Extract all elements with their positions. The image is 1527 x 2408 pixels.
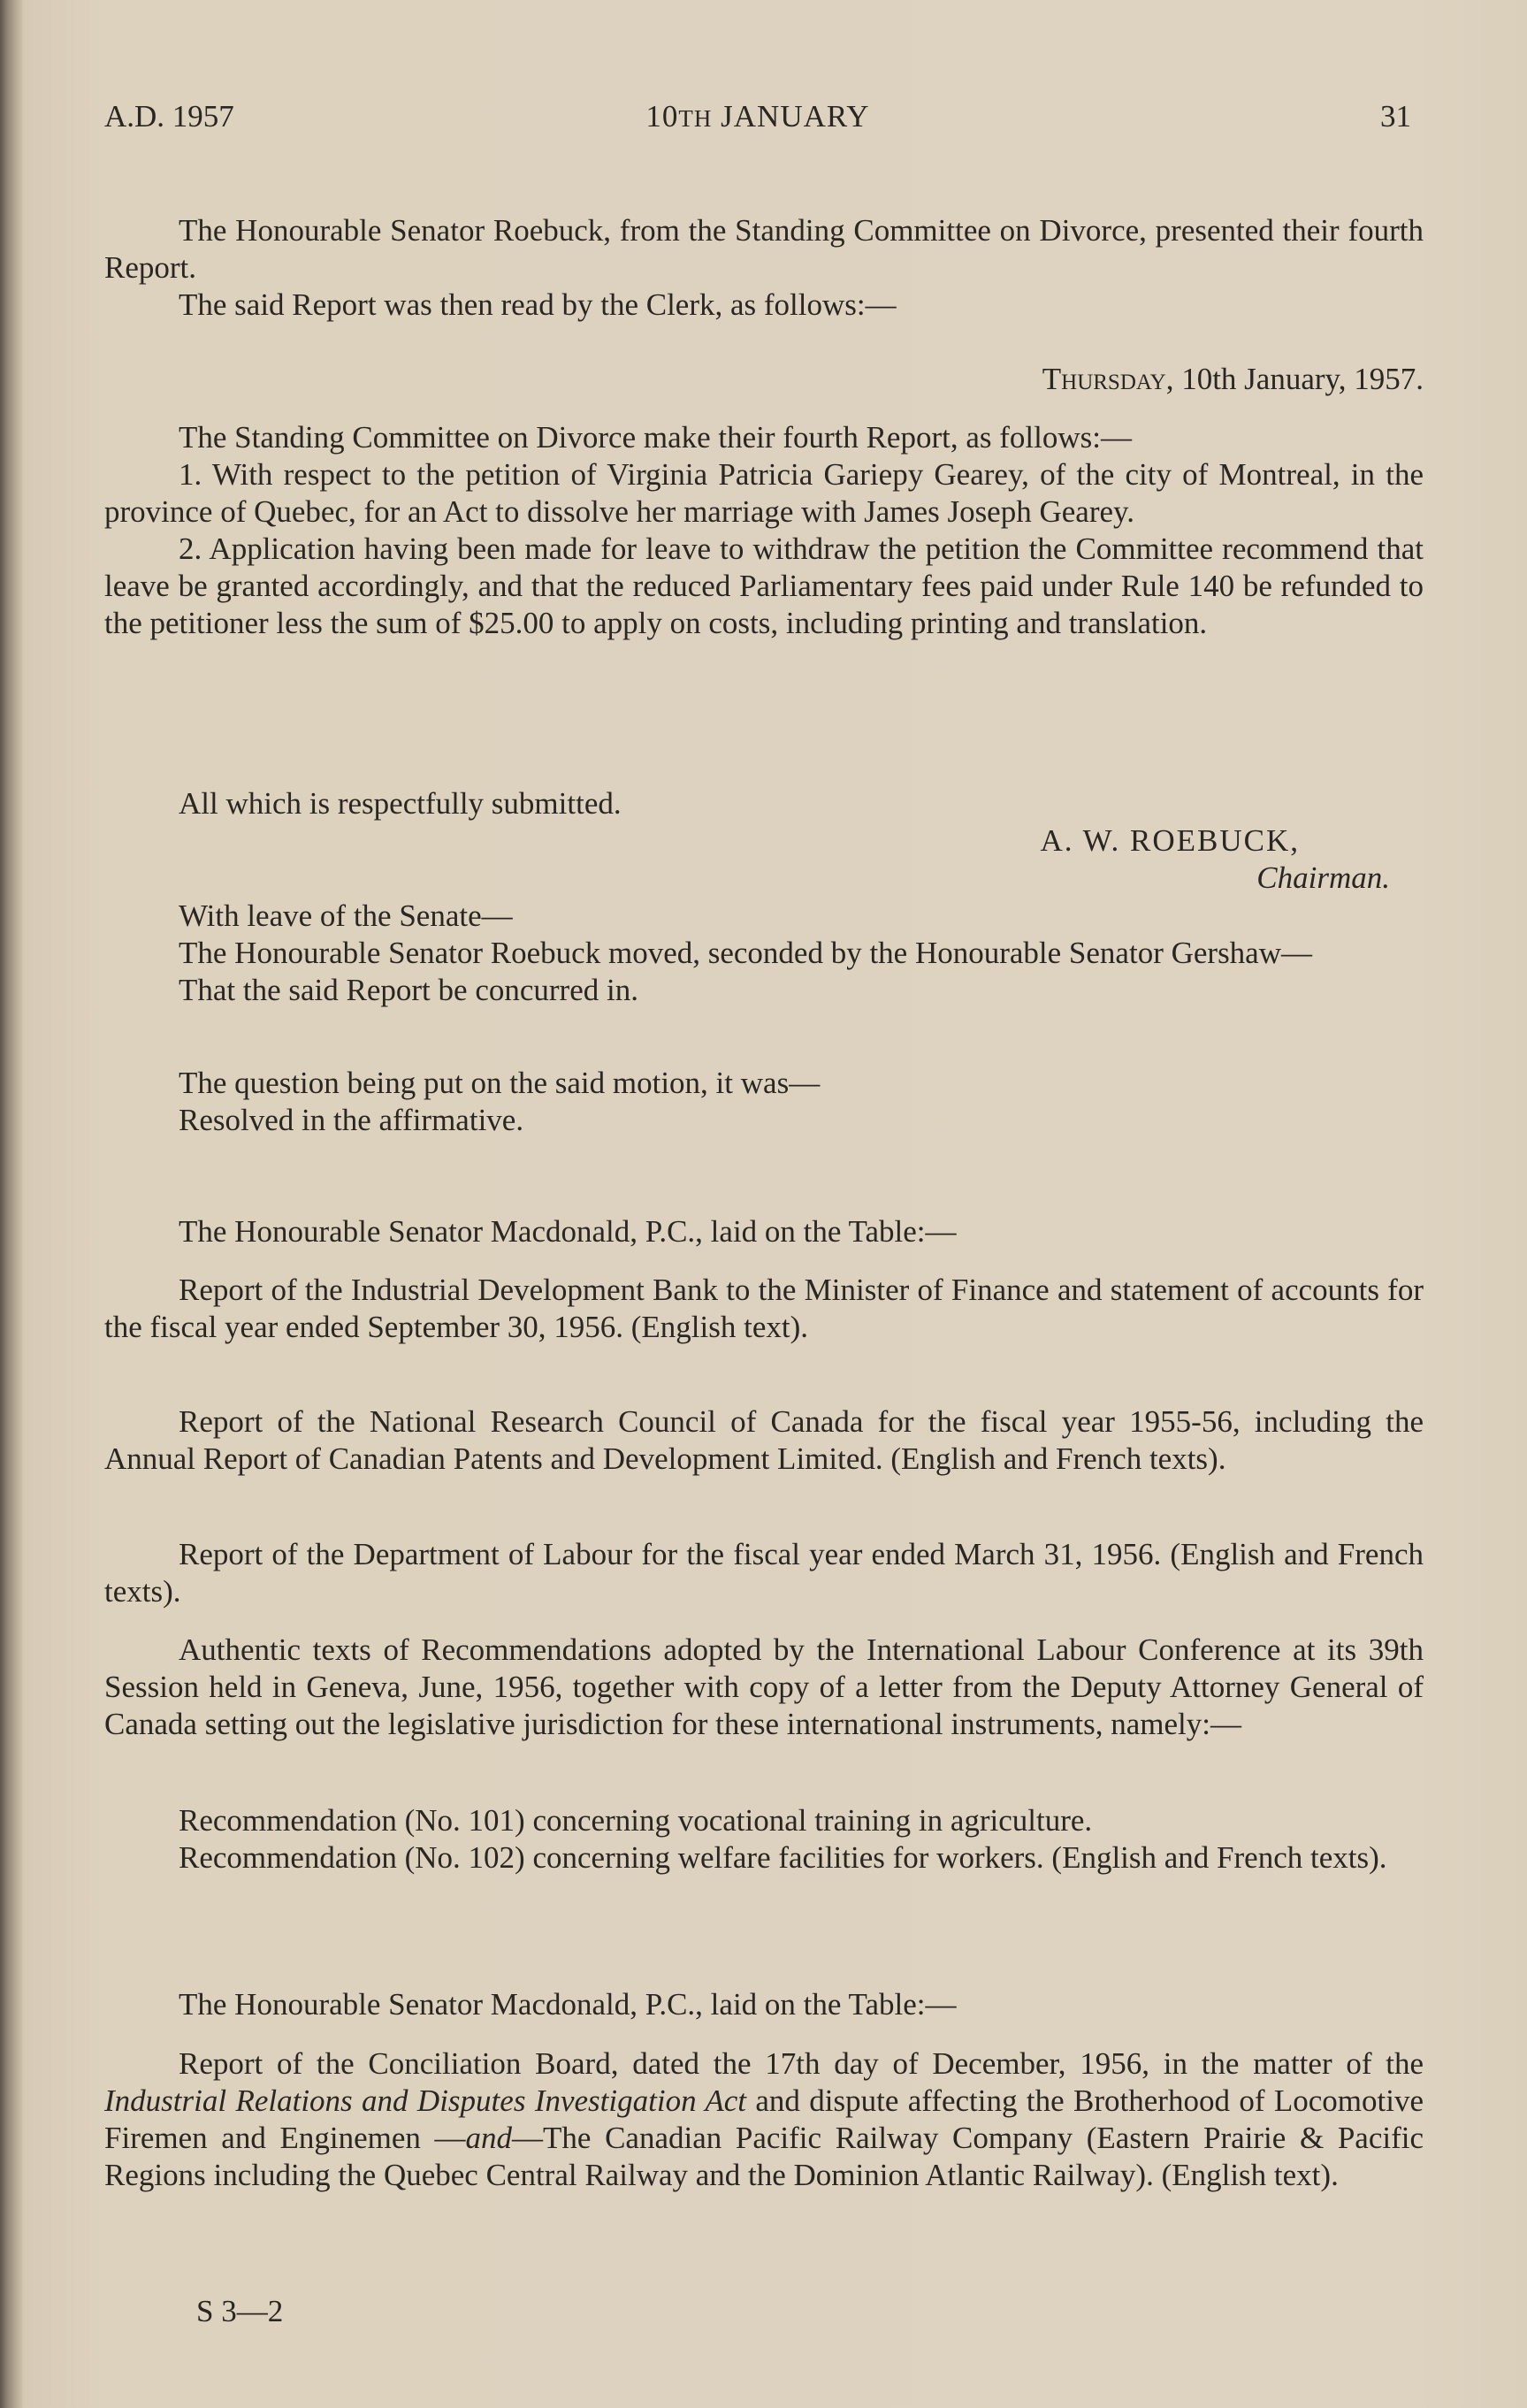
report-body bbox=[104, 419, 1424, 642]
signature-name: A. W. ROEBUCK, bbox=[1040, 823, 1300, 858]
recommendations-block bbox=[104, 1802, 1424, 1877]
report-date-line bbox=[104, 361, 1424, 398]
report-date: 10th January, 1957. bbox=[1173, 362, 1424, 396]
tabled-1-doc-2-block bbox=[104, 1403, 1424, 1478]
recommendation-101: Recommendation (No. 101) concerning vocational training in agriculture. bbox=[179, 1803, 1093, 1838]
resolved-line: Resolved in the affirmative. bbox=[179, 1103, 524, 1137]
concurred-line: That the said Report be concurred in. bbox=[179, 973, 638, 1007]
tabled-section-2 bbox=[104, 1986, 1424, 2023]
signature-title: Chairman. bbox=[1256, 860, 1390, 895]
tabled-2-doc: Report of the Conciliation Board, dated the 17th day of December, 1956, in the matter of the Industrial Relations and Disputes Investigation Act and dispute affecting the Brotherhood of Locomotive Firemen and Enginemen —and—The Canadian Pacific Railway Company (Eastern Prairie & Pacific Regions including the Quebec Central Railway and the Dominion Atlantic Railway). (English text). bbox=[104, 2046, 1424, 2192]
divorce-read: The said Report was then read by the Clerk, as follows:— bbox=[179, 287, 897, 322]
tabled-1-doc-3-block bbox=[104, 1536, 1424, 1610]
submitted-line: All which is respectfully submitted. bbox=[179, 786, 622, 821]
binding-edge bbox=[0, 0, 23, 2408]
act-title: Industrial Relations and Disputes Investigation Act bbox=[104, 2083, 746, 2118]
report-closing bbox=[104, 785, 1424, 897]
page-number: 31 bbox=[1380, 99, 1411, 134]
report-weekday: Thursday, bbox=[1042, 362, 1174, 396]
tabled-1-doc-1-block bbox=[104, 1272, 1424, 1346]
resolution-block bbox=[104, 1065, 1424, 1139]
tabled-1-intro: The Honourable Senator Macdonald, P.C., laid on the Table:— bbox=[179, 1214, 957, 1249]
tabled-2-intro: The Honourable Senator Macdonald, P.C., laid on the Table:— bbox=[179, 1987, 957, 2022]
tabled-section-1 bbox=[104, 1213, 1424, 1250]
report-intro: The Standing Committee on Divorce make their fourth Report, as follows:— bbox=[179, 420, 1132, 455]
tabled-1-doc-2: Report of the National Research Council of Canada for the fiscal year 1955-56, including the Annual Report of Canadian Patents and Development Limited. (English and French texts). bbox=[104, 1404, 1424, 1476]
motion-block bbox=[104, 898, 1424, 1009]
tabled-1-doc-4-block bbox=[104, 1632, 1424, 1743]
tabled-1-doc-1: Report of the Industrial Development Bank to the Minister of Finance and statement of accounts for the fiscal year ended September 30, 1956. (English text). bbox=[104, 1273, 1424, 1344]
signature-mark: S 3—2 bbox=[196, 2294, 284, 2328]
divorce-intro: The Honourable Senator Roebuck, from the Standing Committee on Divorce, presented their fourth Report. bbox=[104, 213, 1424, 285]
question-line: The question being put on the said motion, it was— bbox=[179, 1066, 821, 1100]
tabled-1-doc-4: Authentic texts of Recommendations adopted by the International Labour Conference at its 39th Session held in Geneva, June, 1956, together with copy of a letter from the Deputy Attorney General of Canada setting out the legislative jurisdiction for these international instruments, namely:— bbox=[104, 1632, 1424, 1741]
header-year: A.D. 1957 bbox=[104, 99, 234, 134]
header-date: 10TH JANUARY bbox=[645, 99, 870, 134]
report-item-2: 2. Application having been made for leave to withdraw the petition the Committee recommend that leave be granted accordingly, and that the reduced Parliamentary fees paid under Rule 140 be refunded to the petitioner less the sum of $25.00 to apply on costs, including printing and translation. bbox=[104, 531, 1424, 640]
tabled-2-doc-block bbox=[104, 2045, 1424, 2194]
leave-line: With leave of the Senate— bbox=[179, 898, 513, 933]
divorce-section bbox=[104, 212, 1424, 324]
recommendation-102: Recommendation (No. 102) concerning welfare facilities for workers. (English and French texts). bbox=[179, 1840, 1387, 1875]
tabled-1-doc-3: Report of the Department of Labour for the fiscal year ended March 31, 1956. (English and French texts). bbox=[104, 1537, 1424, 1609]
footer bbox=[104, 2293, 1424, 2330]
report-item-1: 1. With respect to the petition of Virginia Patricia Gariepy Gearey, of the city of Montreal, in the province of Quebec, for an Act to dissolve her marriage with James Joseph Gearey. bbox=[104, 457, 1424, 529]
running-header bbox=[104, 99, 1411, 138]
motion-line: The Honourable Senator Roebuck moved, seconded by the Honourable Senator Gershaw— bbox=[179, 936, 1312, 970]
